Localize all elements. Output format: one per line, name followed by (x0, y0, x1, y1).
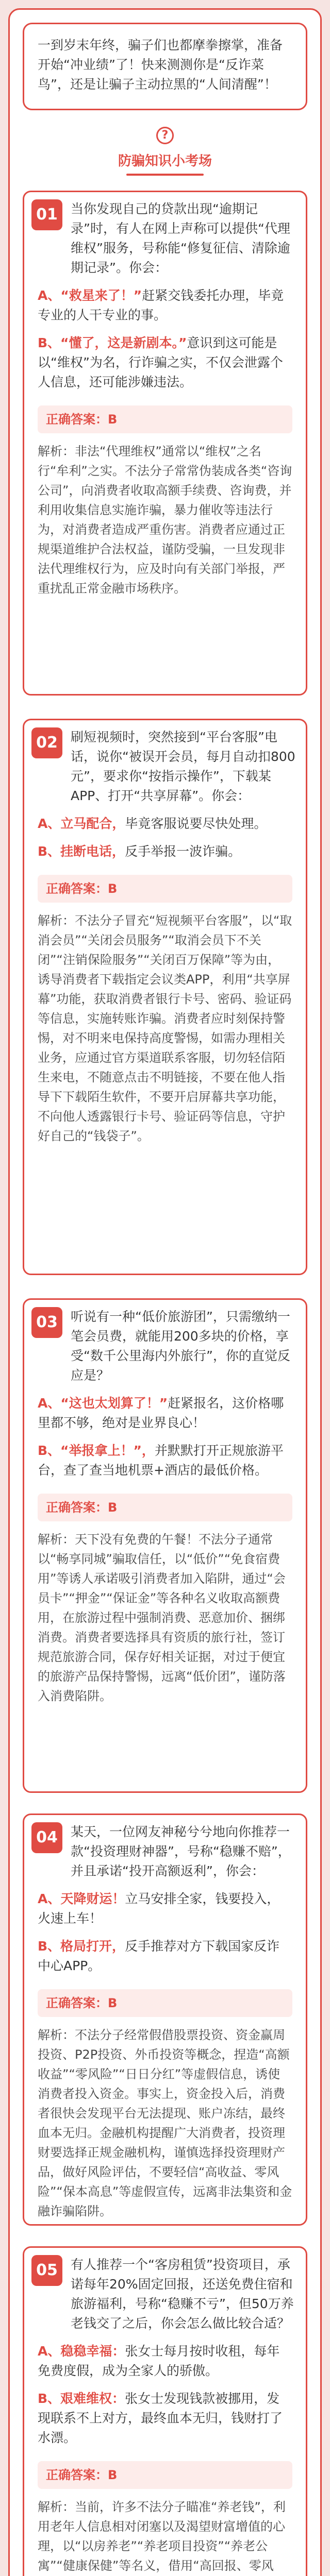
intro-text: 一到岁末年终，骗子们也都摩拳擦掌，准备开始“冲业绩”了！快来测测你是“反诈菜鸟”，还是让骗子主动拉黑的“人间清醒”！ (38, 38, 283, 92)
question-number: 01 (31, 199, 62, 230)
correct-answer: 正确答案：B (38, 1989, 292, 2017)
question-number: 03 (31, 1307, 62, 1338)
question-text: 当你发现自己的贷款出现“逾期记录”时，有人在网上声称可以提供“代理维权”服务，号称能“修复征信、清除逾期记录”。你会： (71, 201, 290, 275)
question-option: B、“懂了，这是新剧本。”意识到这可能是以“维权”为名，行诈骗之实，不仅会泄露个人信息，还可能涉嫌违法。 (38, 335, 283, 389)
question-card (23, 2246, 307, 2576)
correct-answer: 正确答案：B (38, 1494, 292, 1521)
question-number: 05 (31, 2255, 62, 2286)
question-option: A、“这也太划算了！”赶紧报名，这价格哪里都不够，绝对是业界良心！ (38, 1396, 284, 1430)
question-option: A、“救星来了！”赶紧交钱委托办理，毕竟专业的人干专业的事。 (38, 288, 284, 323)
answer-analysis: 解析：当前，许多不法分子瞄准“养老钱”，利用老年人信息相对闭塞以及渴望财富增值的心理，以“以房养老”“养老项目投资”“养老公寓”“健康保健”等名义，借用“高回报、零风 (38, 2500, 286, 2573)
question-text: 有人推荐一个“客房租赁”投资项目，承诺每年20%固定回报，还送免费住宿和旅游福利，号称“稳赚不亏”，但50万养老钱交了之后，你会怎么做比较合适？ (71, 2257, 294, 2331)
correct-answer: 正确答案：B (38, 875, 292, 903)
question-text: 刷短视频时，突然接到“平台客服”电话，说你“被误开会员，每月自动扣800元”，要求你“按指示操作”，下载某APP、打开“共享屏幕”。你会： (71, 730, 295, 803)
question-option: A、天降财运！立马安排全家，钱要投入，火速上车！ (38, 1891, 280, 1926)
intro-box (23, 23, 307, 110)
question-option: A、立马配合，毕竟客服说要尽快处理。 (38, 816, 267, 831)
answer-analysis: 解析：非法“代理维权”通常以“维权”之名行“牟利”之实。不法分子常常伪装成各类“咨询公司”，向消费者收取高额手续费、咨询费，并利用收集信息实施诈骗，暴力催收等违法行为，对消费者造成严重伤害。消费者应通过正规渠道维护合法权益，谨防受骗，一旦发现非法代理维权行为，应及时向有关部门举报，严重扰乱正常金融市场秩序。 (38, 444, 292, 596)
question-option: B、“举报拿上！”，并默默打开正规旅游平台，查了查当地机票+酒店的最低价格。 (38, 1443, 284, 1478)
lightbulb-icon: ? (156, 127, 174, 144)
correct-answer: 正确答案：B (38, 2461, 292, 2489)
question-number: 04 (31, 1822, 62, 1853)
question-option: B、挂断电话，反手举报一波诈骗。 (38, 844, 241, 859)
section-title (0, 127, 330, 176)
question-text: 听说有一种“低价旅游团”，只需缴纳一笔会员费，就能用200多块的价格，享受“数千公里海内外旅行”，你的直觉反应是？ (71, 1309, 290, 1383)
correct-answer: 正确答案：B (38, 405, 292, 433)
question-card (23, 719, 307, 1275)
answer-analysis: 解析：不法分子冒充“短视频平台客服”，以“取消会员”“关闭会员服务”“取消会员下不关闭”“注销保险服务”“关闭百万保障”等为由，诱导消费者下载指定会议类APP，利用“共享屏幕”功能，获取消费者银行卡号、密码、验证码等信息，实施转账诈骗。消费者应时刻保持警惕，对不明来电保持高度警惕，如需办理相关业务，应通过官方渠道联系客服，切勿轻信陌生来电，不随意点击不明链接，不要在他人指导下下载陌生软件，不要开启屏幕共享功能，不向他人透露银行卡号、验证码等信息，守护好自己的“钱袋子”。 (38, 913, 292, 1143)
answer-analysis: 解析：不法分子经常假借股票投资、资金赢周投资、P2P投资、外币投资等概念，捏造“高额收益”“零风险”“日日分红”等虚假信息，诱使消费者投入资金。事实上，资金投入后，消费者很快会发现平台无法提现、账户冻结，最终血本无归。金融机构提醒广大消费者，投资理财要选择正规金融机构，谨慎选择投资理财产品，做好风险评估，不要轻信“高收益、零风险”“保本高息”等虚假宣传，远离非法集资和金融诈骗陷阱。 (38, 2028, 292, 2218)
question-number: 02 (31, 727, 62, 758)
question-option: B、格局打开，反手推荐对方下载国家反诈中心APP。 (38, 1939, 280, 1973)
question-text: 某天，一位网友神秘兮兮地向你推荐一款“投资理财神器”，号称“稳赚不赔”，并且承诺“投开高额返利”，你会： (71, 1824, 291, 1878)
answer-analysis: 解析：天下没有免费的午餐！不法分子通常以“畅享同城”骗取信任，以“低价”“免食宿费用”等诱人承诺吸引消费者加入陷阱，通过“会员卡”“押金”“保证金”等各种名义收取高额费用，在旅游过程中强制消费、恶意加价、捆绑消费。消费者要选择具有资质的旅行社，签订规范旅游合同，保存好相关证据，对过于便宜的旅游产品保持警惕，远离“低价团”，谨防落入消费陷阱。 (38, 1532, 286, 1703)
section-title-underline (126, 174, 204, 176)
question-option: B、艰难维权：张女士发现钱款被挪用，发现联系不上对方，最终血本无归，钱财打了水漂。 (38, 2391, 283, 2445)
question-card (23, 191, 307, 696)
section-title-label: 防骗知识小考场 (118, 154, 212, 169)
question-option: A、稳稳幸福：张女士每月按时收租，每年免费度假，成为全家人的骄傲。 (38, 2344, 280, 2378)
question-card (23, 1814, 307, 2226)
question-card (23, 1298, 307, 1793)
